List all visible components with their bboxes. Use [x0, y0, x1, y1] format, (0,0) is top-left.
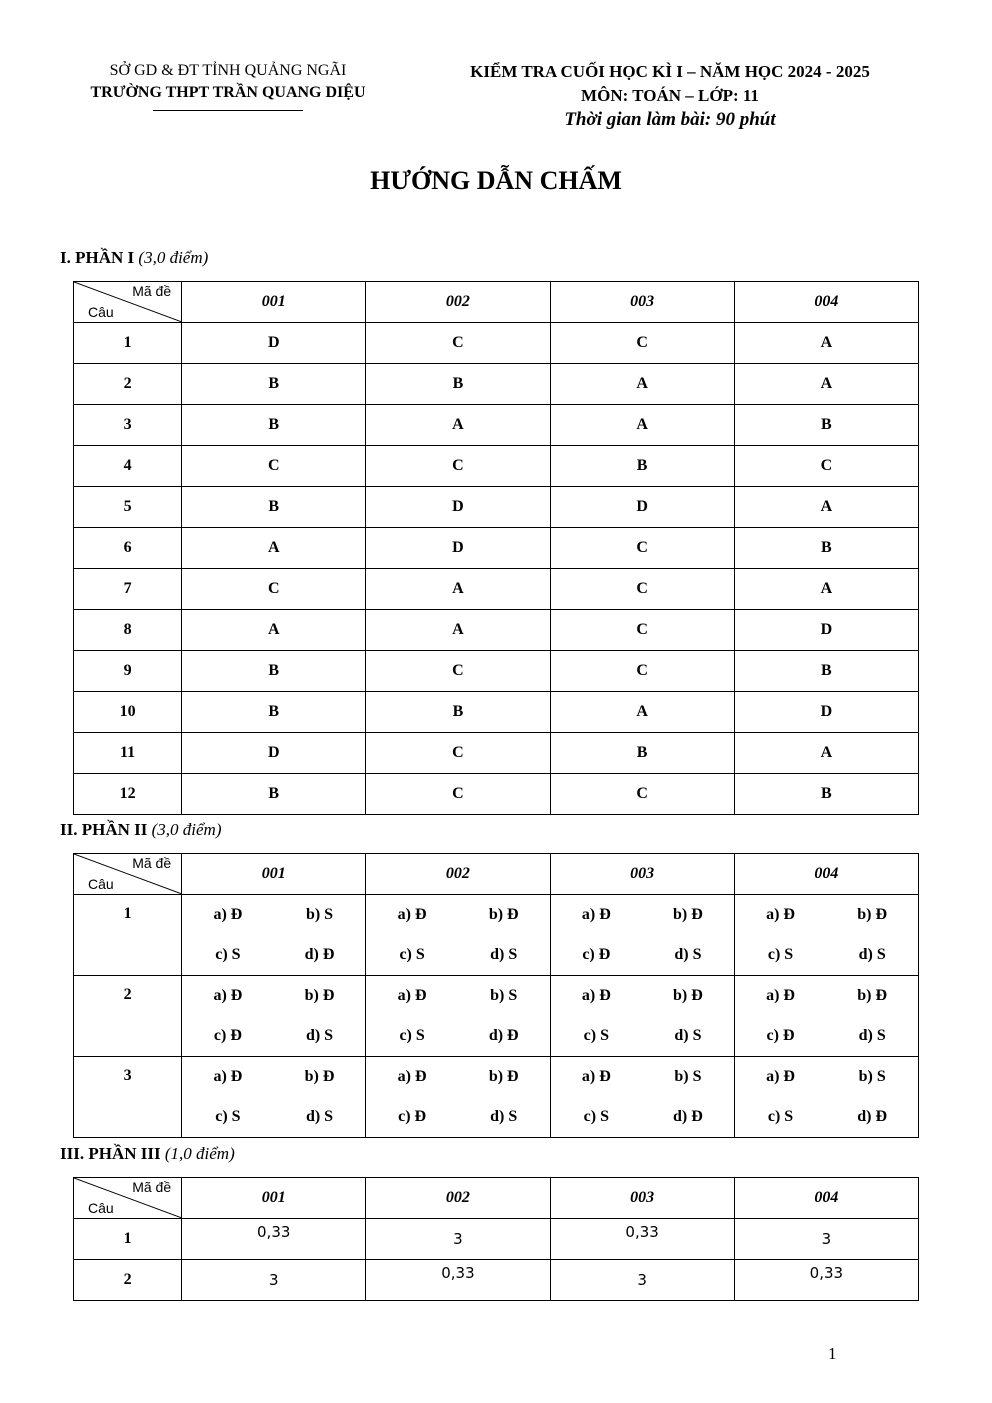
true-false-answer-cell: [366, 1057, 550, 1138]
statement-answer: c) S: [583, 1027, 609, 1044]
true-false-answer-cell: [550, 895, 734, 976]
answer-pair: [551, 935, 734, 975]
statement-answer: c) Đ: [766, 1027, 795, 1044]
answer-cell: D: [182, 323, 366, 364]
answer-pair: [551, 895, 734, 935]
question-number: 1: [74, 895, 182, 976]
statement-answer: b) Đ: [488, 1068, 519, 1085]
corner-cell: [74, 1178, 182, 1219]
part2-heading-label: II. PHẦN II: [60, 820, 148, 839]
statement-answer: c) S: [215, 1108, 241, 1125]
answer-pair: [182, 1057, 365, 1097]
answer-cell: B: [182, 487, 366, 528]
table-header-row: [74, 854, 919, 895]
statement-answer: a) Đ: [766, 1068, 795, 1085]
page-number: 1: [828, 1344, 837, 1363]
corner-question-label: Câu: [88, 1200, 114, 1216]
question-number: 8: [74, 610, 182, 651]
part3-heading: [60, 1144, 235, 1164]
statement-answer: c) S: [583, 1108, 609, 1125]
statement-answer: d) S: [305, 1027, 334, 1044]
answer-cell: B: [734, 774, 918, 815]
statement-answer: c) Đ: [582, 946, 611, 963]
answer-cell: C: [182, 569, 366, 610]
statement-answer: a) Đ: [213, 906, 243, 923]
table-row: [74, 528, 919, 569]
answer-cell: C: [550, 569, 734, 610]
statement-answer: c) S: [399, 946, 425, 963]
table-row: [74, 1057, 919, 1138]
answer-cell: A: [734, 569, 918, 610]
true-false-answer-cell: [550, 976, 734, 1057]
answer-cell: A: [182, 610, 366, 651]
answer-cell: 3: [734, 1219, 918, 1260]
statement-answer: b) Đ: [857, 906, 888, 923]
statement-answer: d) S: [305, 1108, 334, 1125]
answer-cell: C: [366, 774, 550, 815]
statement-answer: d) Đ: [673, 1108, 703, 1125]
answer-cell: 3: [182, 1260, 366, 1301]
answer-pair: [551, 1057, 734, 1097]
part2-heading: [60, 820, 222, 840]
statement-answer: b) S: [858, 1068, 886, 1085]
answer-cell: B: [182, 774, 366, 815]
statement-answer: d) S: [674, 1027, 702, 1044]
question-number: 3: [74, 405, 182, 446]
exam-code-header: 002: [366, 282, 550, 323]
answer-cell: A: [182, 528, 366, 569]
answer-cell: C: [366, 446, 550, 487]
answer-cell: A: [550, 692, 734, 733]
table-row: [74, 610, 919, 651]
true-false-answer-cell: [734, 976, 918, 1057]
table-row: [74, 976, 919, 1057]
exam-code-header: 001: [182, 1178, 366, 1219]
statement-answer: b) Đ: [673, 906, 703, 923]
statement-answer: c) S: [215, 946, 241, 963]
table-header-row: [74, 1178, 919, 1219]
answer-pair: [366, 1057, 549, 1097]
part1-table: [73, 281, 919, 815]
exam-code-header: 004: [734, 282, 918, 323]
statement-answer: d) Đ: [857, 1108, 888, 1125]
true-false-answer-cell: [182, 895, 366, 976]
question-number: 10: [74, 692, 182, 733]
question-number: 2: [74, 976, 182, 1057]
statement-answer: d) Đ: [488, 1027, 519, 1044]
part3-points: (1,0 điểm): [164, 1144, 235, 1163]
answer-cell: B: [182, 405, 366, 446]
answer-cell: D: [182, 733, 366, 774]
part2-table: [73, 853, 919, 1138]
true-false-answer-cell: [734, 1057, 918, 1138]
answer-cell: C: [734, 446, 918, 487]
statement-answer: a) Đ: [213, 987, 243, 1004]
question-number: 7: [74, 569, 182, 610]
question-number: 2: [74, 1260, 182, 1301]
answer-cell: B: [182, 651, 366, 692]
part1-points: (3,0 điểm): [138, 248, 209, 267]
answer-pair: [366, 1097, 549, 1137]
statement-answer: b) Đ: [304, 1068, 335, 1085]
statement-answer: a) Đ: [397, 987, 427, 1004]
table-row: [74, 692, 919, 733]
answer-cell: C: [550, 610, 734, 651]
corner-code-label: Mã đề: [132, 283, 172, 299]
exam-code-header: 004: [734, 854, 918, 895]
answer-cell: D: [366, 487, 550, 528]
answer-cell: D: [550, 487, 734, 528]
answer-pair: [182, 1016, 365, 1056]
exam-code-header: 003: [550, 282, 734, 323]
corner-question-label: Câu: [88, 304, 114, 320]
statement-answer: b) Đ: [857, 987, 888, 1004]
statement-answer: a) Đ: [581, 1068, 611, 1085]
corner-diagonal: [74, 854, 181, 894]
part3-table: [73, 1177, 919, 1301]
true-false-answer-cell: [734, 895, 918, 976]
answer-cell: B: [182, 364, 366, 405]
statement-answer: b) S: [490, 987, 518, 1004]
true-false-answer-cell: [366, 976, 550, 1057]
answer-cell: B: [734, 528, 918, 569]
true-false-answer-cell: [366, 895, 550, 976]
answer-pair: [551, 1016, 734, 1056]
exam-code-header: 002: [366, 1178, 550, 1219]
question-number: 9: [74, 651, 182, 692]
header-divider: [153, 110, 303, 111]
answer-pair: [182, 976, 365, 1016]
statement-answer: c) Đ: [398, 1108, 427, 1125]
answer-cell: B: [366, 364, 550, 405]
exam-code-header: 004: [734, 1178, 918, 1219]
corner-cell: [74, 282, 182, 323]
exam-title: KIỂM TRA CUỐI HỌC KÌ I – NĂM HỌC 2024 - 2025: [470, 62, 870, 81]
exam-code-header: 003: [550, 854, 734, 895]
answer-cell: 0,33: [550, 1219, 734, 1260]
part1-heading: [60, 248, 208, 268]
statement-answer: d) S: [858, 946, 886, 963]
question-number: 5: [74, 487, 182, 528]
answer-pair: [735, 976, 918, 1016]
answer-cell: A: [550, 364, 734, 405]
table-row: [74, 446, 919, 487]
answer-cell: 0,33: [734, 1260, 918, 1301]
answer-pair: [735, 1016, 918, 1056]
question-number: 12: [74, 774, 182, 815]
table-row: [74, 487, 919, 528]
true-false-answer-cell: [550, 1057, 734, 1138]
table-row: [74, 323, 919, 364]
subject-grade: MÔN: TOÁN – LỚP: 11: [581, 86, 759, 105]
corner-diagonal: [74, 282, 181, 322]
exam-code-header: 001: [182, 282, 366, 323]
statement-answer: d) Đ: [304, 946, 335, 963]
answer-cell: A: [734, 323, 918, 364]
answer-pair: [182, 1097, 365, 1137]
answer-cell: D: [734, 692, 918, 733]
answer-cell: C: [550, 323, 734, 364]
answer-cell: B: [550, 733, 734, 774]
answer-cell: 0,33: [366, 1260, 550, 1301]
statement-answer: d) S: [490, 946, 518, 963]
corner-cell: [74, 854, 182, 895]
answer-cell: B: [182, 692, 366, 733]
question-number: 1: [74, 1219, 182, 1260]
question-number: 11: [74, 733, 182, 774]
document-title: HƯỚNG DẪN CHẤM: [370, 166, 622, 195]
time-limit: Thời gian làm bài: 90 phút: [564, 109, 776, 130]
statement-answer: b) S: [305, 906, 334, 923]
question-number: 4: [74, 446, 182, 487]
statement-answer: d) S: [674, 946, 702, 963]
part3-heading-label: III. PHẦN III: [60, 1144, 161, 1163]
exam-code-header: 002: [366, 854, 550, 895]
answer-cell: D: [734, 610, 918, 651]
answer-cell: C: [182, 446, 366, 487]
answer-cell: C: [550, 651, 734, 692]
answer-cell: A: [366, 569, 550, 610]
table-row: [74, 733, 919, 774]
statement-answer: d) S: [490, 1108, 518, 1125]
department-name: SỞ GD & ĐT TỈNH QUẢNG NGÃI: [109, 62, 347, 79]
answer-pair: [735, 895, 918, 935]
table-row: [74, 651, 919, 692]
table-row: [74, 1260, 919, 1301]
answer-cell: A: [734, 487, 918, 528]
statement-answer: a) Đ: [397, 1068, 427, 1085]
statement-answer: a) Đ: [581, 987, 611, 1004]
answer-cell: C: [550, 528, 734, 569]
answer-pair: [182, 935, 365, 975]
question-number: 2: [74, 364, 182, 405]
answer-cell: 0,33: [182, 1219, 366, 1260]
question-number: 6: [74, 528, 182, 569]
header-right: [420, 60, 920, 132]
answer-cell: A: [734, 364, 918, 405]
statement-answer: b) Đ: [673, 987, 703, 1004]
answer-pair: [182, 895, 365, 935]
answer-cell: B: [366, 692, 550, 733]
answer-cell: B: [550, 446, 734, 487]
answer-cell: A: [550, 405, 734, 446]
corner-question-label: Câu: [88, 876, 114, 892]
table-row: [74, 364, 919, 405]
answer-pair: [735, 1097, 918, 1137]
statement-answer: b) S: [674, 1068, 702, 1085]
answer-pair: [551, 1097, 734, 1137]
answer-pair: [735, 935, 918, 975]
part2-points: (3,0 điểm): [151, 820, 222, 839]
statement-answer: d) S: [858, 1027, 886, 1044]
statement-answer: b) Đ: [488, 906, 519, 923]
answer-cell: A: [366, 610, 550, 651]
question-number: 1: [74, 323, 182, 364]
statement-answer: c) Đ: [213, 1027, 242, 1044]
statement-answer: a) Đ: [766, 987, 795, 1004]
statement-answer: b) Đ: [304, 987, 335, 1004]
statement-answer: a) Đ: [213, 1068, 243, 1085]
answer-pair: [366, 895, 549, 935]
statement-answer: c) S: [399, 1027, 425, 1044]
answer-cell: 3: [550, 1260, 734, 1301]
answer-cell: A: [734, 733, 918, 774]
statement-answer: c) S: [767, 946, 794, 963]
true-false-answer-cell: [182, 1057, 366, 1138]
corner-code-label: Mã đề: [132, 855, 172, 871]
answer-cell: 3: [366, 1219, 550, 1260]
answer-cell: C: [366, 323, 550, 364]
table-header-row: [74, 282, 919, 323]
question-number: 3: [74, 1057, 182, 1138]
answer-cell: C: [550, 774, 734, 815]
table-row: [74, 569, 919, 610]
exam-code-header: 003: [550, 1178, 734, 1219]
true-false-answer-cell: [182, 976, 366, 1057]
answer-cell: D: [366, 528, 550, 569]
table-row: [74, 405, 919, 446]
statement-answer: a) Đ: [397, 906, 427, 923]
answer-cell: A: [366, 405, 550, 446]
answer-pair: [551, 976, 734, 1016]
answer-pair: [366, 935, 549, 975]
table-row: [74, 1219, 919, 1260]
statement-answer: a) Đ: [766, 906, 795, 923]
statement-answer: a) Đ: [581, 906, 611, 923]
exam-code-header: 001: [182, 854, 366, 895]
answer-cell: B: [734, 405, 918, 446]
part1-heading-label: I. PHẦN I: [60, 248, 135, 267]
answer-cell: C: [366, 651, 550, 692]
table-row: [74, 895, 919, 976]
answer-pair: [366, 1016, 549, 1056]
school-name: TRƯỜNG THPT TRẦN QUANG DIỆU: [90, 84, 366, 101]
table-row: [74, 774, 919, 815]
header-left: [60, 60, 396, 111]
answer-pair: [366, 976, 549, 1016]
corner-diagonal: [74, 1178, 181, 1218]
statement-answer: c) S: [767, 1108, 794, 1125]
answer-cell: C: [366, 733, 550, 774]
answer-pair: [735, 1057, 918, 1097]
corner-code-label: Mã đề: [132, 1179, 172, 1195]
answer-cell: B: [734, 651, 918, 692]
